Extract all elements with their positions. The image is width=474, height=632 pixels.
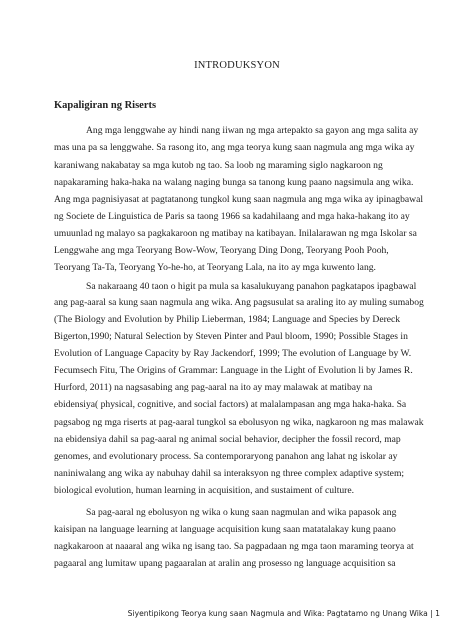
body-line: naniniwalang ang wika ay nabuhay dahil sa interaksyon ng three complex adaptive system; [54, 468, 405, 479]
body-line: Evolution of Language Capacity by Ray Jackendorf, 1999; The evolution of Language by W. [54, 348, 412, 359]
section-heading: Kapaligiran ng Riserts [54, 100, 157, 111]
body-line: pagsabog ng mga riserts at pag-aaral tungkol sa ebolusyon ng wika, nagkaroon ng mas malawak [54, 417, 424, 428]
body-line: ang pag-aaral sa kung saan nagmula ang wika. Ang pagsusulat sa araling ito ay muling sumabog [54, 297, 424, 308]
body-line: Lenggwahe ang mga Teoryang Bow-Wow, Teoryang Ding Dong, Teoryang Pooh Pooh, [54, 245, 389, 256]
body-line: Teoryang Ta-Ta, Teoryang Yo-he-ho, at Teoryang Lala, na ito ay mga kuwento lang. [54, 262, 376, 273]
body-line: umuunlad ng malayo sa pagkakaroon ng matibay na katibayan. Inilalarawan ng mga Iskolar sa [54, 228, 417, 239]
body-line: ng Societe de Linguistica de Paris sa taong 1966 sa kadahilaang and mga haka-hakang ito ay [54, 211, 410, 222]
body-line: napakaraming haka-haka na walang naging bunga sa tanong kung paano nagsimula ang wika. [54, 177, 414, 188]
body-line: kaisipan na language learning at language acquisition kung saan matatalakay kung paano [54, 524, 396, 535]
body-line: (The Biology and Evolution by Philip Lieberman, 1984; Language and Species by Dereck [54, 314, 401, 325]
body-line: Ang mga pagnisiyasat at pagtatanong tungkol kung saan nagmula ang mga wika ay ipinagbawal [54, 194, 423, 205]
body-line: na ebidensiya dahil sa pag-aaral ng animal social behavior, decipher the fossil record, map [54, 434, 401, 445]
body-line: Sa pag-aaral ng ebolusyon ng wika o kung saan nagmulan and wika papasok ang [86, 507, 397, 518]
body-line: biological evolution, human learning in acquisition, and sustaiment of culture. [54, 485, 355, 496]
body-line: mas una pa sa lenggwahe. Sa rasong ito, ang mga teorya kung saan nagmula ang mga wika ay [54, 142, 415, 153]
document-title: INTRODUKSYON [194, 60, 280, 71]
body-line: Ang mga lenggwahe ay hindi nang iiwan ng mga artepakto sa gayon ang mga salita ay [86, 125, 419, 136]
body-line: Fecumsech Fitu, The Origins of Grammar: Language in the Light of Evolution li by James R. [54, 365, 413, 376]
body-line: Bigerton,1990; Natural Selection by Steven Pinter and Paul bloom, 1990; Possible Stages in [54, 331, 408, 342]
body-line: Sa nakaraang 40 taon o higit pa mula sa kasalukuyang panahon pagkatapos ipagbawal [86, 281, 417, 292]
body-line: genomes, and evolutionary process. Sa contemporaryong panahon ang lahat ng iskolar ay [54, 451, 398, 462]
body-line: pagaaral ang lumitaw upang pagaaralan at aralin ang prosesso ng language acquisition sa [54, 558, 396, 569]
body-line: ebidensiya( physical, cognitive, and social factors) at malalampasan ang mga haka-haka. Sa [54, 399, 407, 410]
body-line: Hurford, 2011) na nagsasabing ang pag-aaral na ito ay may malawak at matibay na [54, 382, 373, 393]
page-footer: Siyentipikong Teorya kung saan Nagmula and Wika: Pagtatamo ng Unang Wika | 1 [127, 609, 440, 618]
body-line: karaniwang nakabatay sa mga kutob ng tao. Sa loob ng maraming siglo nagkaroon ng [54, 160, 383, 171]
body-line: nagkakaroon at naaaral ang wika ng isang tao. Sa pagpadaan ng mga taon maraming teorya at [54, 541, 414, 552]
